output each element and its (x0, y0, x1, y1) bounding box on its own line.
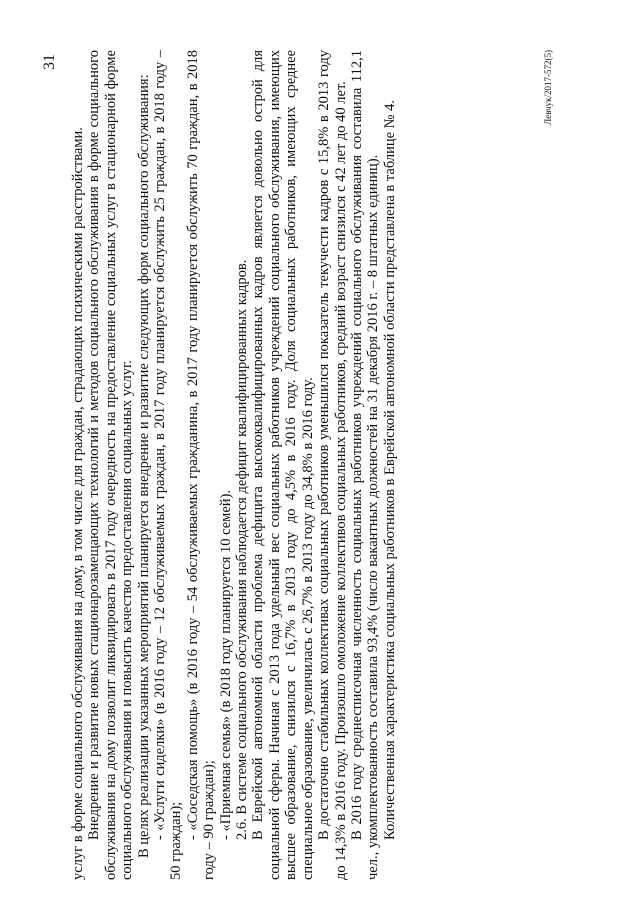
list-item-2: - «Соседская помощь» (в 2016 году – 54 обслуживаемых гражданина, в 2017 году планируется обслужить 70 граждан, в 2018 году – 90 граждан); (184, 50, 218, 880)
footer-code: Левчук/2017-572(5) (542, 50, 553, 125)
paragraph-1: услуг в форме социального обслуживания на дому, в том числе для граждан, страдающих психическими расстройствами. (70, 127, 86, 880)
paragraph-7: Количественная характеристика социальных работников в Еврейской автономной области представлена в таблице № 4. (381, 99, 398, 840)
paragraph-5: В достаточно стабильных коллективах социальных работников уменьшился показатель текучести кадров с 15,8% в 2013 году до 14,3% в 2016 году. Произошло омоложение коллективов социальных работников, средний возраст снизился с 42 лет до 40 лет. (316, 50, 349, 880)
paragraph-3: В целях реализации указанных мероприятий планируется внедрение и развитие следующих форм социального обслуживания: (135, 74, 152, 858)
rotated-text-block (41, 50, 553, 880)
list-item-1: - «Услуги сиделки» (в 2016 году – 12 обслуживаемых граждан, в 2017 году планируется обслужить 25 граждан, в 2018 году – 50 граждан); (152, 50, 185, 880)
paragraph-4: В Еврейской автономной области проблема дефицита высококвалифицированных кадров является довольно острой для социальной сферы. Начиная с 2013 года удельный вес социальных работников учреждений социального обслуживания, имеющих высшее образование, снизился с 16,7% в 2013 году до 4,5% в 2016 году. Доля социальных работников, имеющих среднее специальное образование, увеличилась с 26,7% в 2013 году до 34,8% в 2016 году. (250, 50, 316, 880)
page-number: 31 (41, 54, 58, 70)
paragraph-6: В 2016 году среднесписочная численность социальных работников учреждений социального обслуживания составила 112,1 чел., укомплектованность составила 93,4% (число вакантных должностей на 31 декабря 2016 г. – 8 штатных единиц). (348, 50, 382, 880)
section-heading: 2.6. В системе социального обслуживания наблюдается дефицит квалифицированных кадров. (234, 259, 251, 840)
list-item-3: - «Приемная семья» (в 2018 году планируется 10 семей). (217, 489, 234, 840)
paragraph-2: Внедрение и развитие новых стационарозамещающих технологий и методов социального обслуживания в форме социального обслуживания на дому позволит ликвидировать в 2017 году очередность на предоставление социальных услуг в стационарной форме социального обслуживания и повысить качество предоставления социальных услуг. (86, 50, 136, 880)
